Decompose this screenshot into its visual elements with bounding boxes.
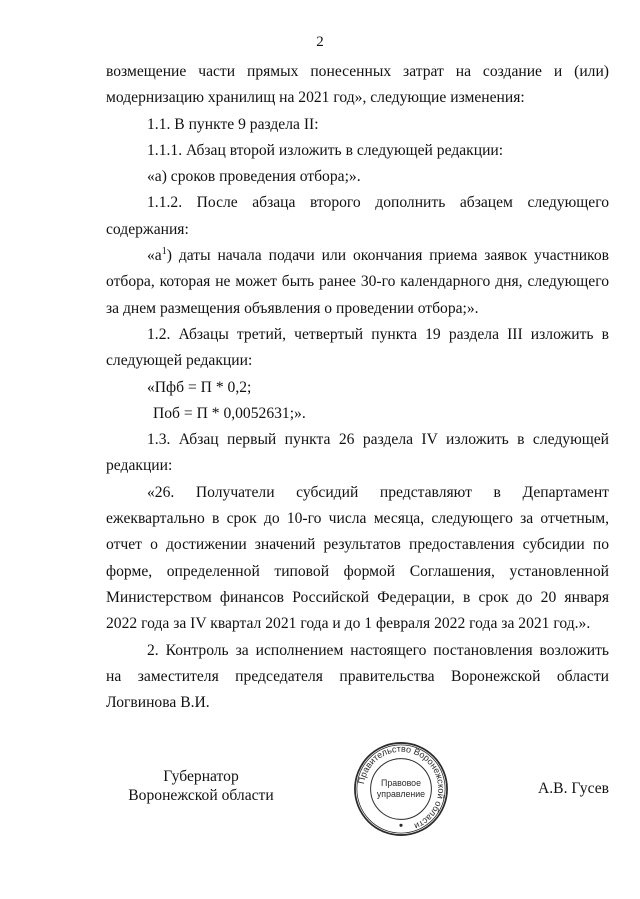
- stamp-ring-text: Правительство Воронежской области: [356, 743, 447, 832]
- clause-1-1-2-line-2: содержания:: [106, 220, 189, 238]
- page-number: 2: [316, 34, 324, 50]
- quote-item-a1-text: ) даты начала подачи или окончания приема заявок участников отбора, которая не может быть ранее 30-го календарного дня, следующего за днем размещения объявления о проведении отбора;».: [106, 247, 609, 317]
- quote-item-26: «26. Получатели субсидий представляют в Департамент ежеквартально в срок до 10-го числа месяца, следующего за отчетным, отчет о достижении значений результатов предоставления субсидии по форме, определенной типовой формой Соглашения, установленной Министерством финансов Российской Федерации, в срок до 20 января 2022 года за IV квартал 2021 года и до 1 февраля 2022 года за 2021 год.».: [106, 483, 609, 633]
- stamp-dot: [399, 824, 402, 827]
- clause-1-1: 1.1. В пункте 9 раздела II:: [147, 115, 319, 133]
- clause-1-1-2-line-1: 1.1.2. После абзаца второго дополнить абзацем следующего: [147, 194, 609, 212]
- clause-1-3: 1.3. Абзац первый пункта 26 раздела IV изложить в следующей редакции:: [106, 431, 609, 475]
- paragraph-intro-line-2: модернизацию хранилищ на 2021 год», следующие изменения:: [106, 89, 525, 107]
- quote-item-a1: [106, 243, 609, 322]
- stamp-center-line-2: управление: [376, 788, 426, 799]
- signatory-title-line-2: Воронежской области: [128, 787, 274, 804]
- quote-item-a: «а) сроков проведения отбора;».: [147, 168, 361, 186]
- clause-2: 2. Контроль за исполнением настоящего постановления возложить на заместителя председателя правительства Воронежской области Логвинова В.И.: [106, 641, 609, 712]
- formula-pob: Поб = П * 0,0052631;».: [153, 404, 306, 422]
- signatory-name: А.В. Гусев: [538, 780, 609, 797]
- superscript-one: 1: [161, 245, 167, 257]
- clause-1-1-1: 1.1.1. Абзац второй изложить в следующей редакции:: [147, 141, 504, 159]
- paragraph-intro-line-1: возмещение части прямых понесенных затрат на создание и (или): [106, 63, 609, 80]
- stamp-center-line-1: Правовое: [380, 778, 422, 789]
- signatory-title: [106, 767, 296, 805]
- formula-pfb: «Пфб = П * 0,2;: [147, 378, 252, 396]
- quote-item-a1-prefix: «а: [147, 247, 162, 265]
- official-stamp: [352, 740, 450, 838]
- document-body: [106, 59, 609, 716]
- clause-1-2: 1.2. Абзацы третий, четвертый пункта 19 раздела III изложить в следующей редакции:: [106, 325, 609, 370]
- signatory-title-line-1: Губернатор: [163, 768, 239, 785]
